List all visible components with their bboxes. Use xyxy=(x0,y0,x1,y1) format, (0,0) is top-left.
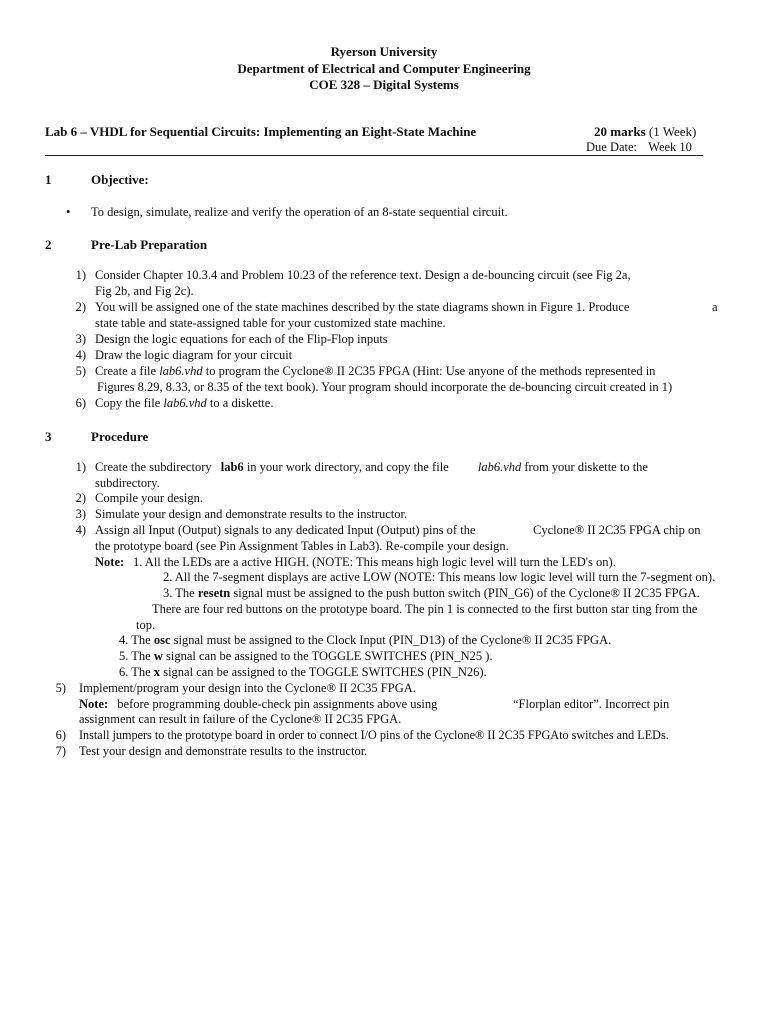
prelab-item-5-text-end: to program the Cyclone® II 2C35 FPGA (Hint: Use anyone of the methods represented in xyxy=(205,364,656,378)
prelab-item-5-cont: Figures 8.29, 8.33, or 8.35 of the text book). Your program should incorporate the de-bouncing circuit created in 1) xyxy=(97,380,673,394)
note-5-text-end: signal can be assigned to the TOGGLE SWITCHES (PIN_N25 ). xyxy=(166,649,493,663)
course-title: COE 328 – Digital Systems xyxy=(309,77,459,92)
note-label: Note: xyxy=(79,697,109,711)
prelab-item-6-text: Copy the file xyxy=(95,396,161,410)
procedure-step-3: Simulate your design and demonstrate results to the instructor. xyxy=(95,507,408,521)
note-label: Note: xyxy=(95,555,125,569)
procedure-step-4: Assign all Input (Output) signals to any dedicated Input (Output) pins of the xyxy=(95,523,476,537)
university-name: Ryerson University xyxy=(330,44,438,59)
procedure-step-5: Implement/program your design into the Cyclone® II 2C35 FPGA. xyxy=(79,681,416,695)
prelab-item-5-text: Create a file xyxy=(95,364,157,378)
lab-marks xyxy=(594,124,696,140)
note-5-text: 5. The xyxy=(119,649,151,663)
prelab-item-3: Design the logic equations for each of the Flip-Flop inputs xyxy=(95,332,388,346)
prelab-item-number: 6) xyxy=(75,396,86,410)
prelab-item-2-end: a xyxy=(712,300,718,314)
note-2: 2. All the 7-segment displays are active LOW (NOTE: This means low logic level will turn the 7-segment on). xyxy=(163,570,716,584)
due-date xyxy=(586,140,692,156)
procedure-step-number: 5) xyxy=(55,681,66,695)
note-4-text: 4. The xyxy=(119,633,151,647)
prelab-item-number: 3) xyxy=(75,332,86,346)
procedure-step-5-cont: assignment can result in failure of the Cyclone® II 2C35 FPGA. xyxy=(79,712,402,726)
prelab-item-1: Consider Chapter 10.3.4 and Problem 10.23 of the reference text. Design a de-bouncing circuit (see Fig 2a, xyxy=(95,268,631,282)
step-1-text: Create the subdirectory xyxy=(95,460,212,474)
section-3-number: 3 xyxy=(45,429,52,444)
procedure-step-4-end: Cyclone® II 2C35 FPGA chip on xyxy=(533,523,701,537)
note-4-text-end: signal must be assigned to the Clock Input (PIN_D13) of the Cyclone® II 2C35 FPGA. xyxy=(173,633,612,647)
due-label: Due Date: xyxy=(586,140,638,154)
procedure-step-5-note-end: “Florplan editor”. Incorrect pin xyxy=(513,697,670,711)
lab-title: Lab 6 – VHDL for Sequential Circuits: Implementing an Eight-State Machine xyxy=(45,124,477,139)
prelab-item-number: 5) xyxy=(75,364,86,378)
prelab-item-number: 2) xyxy=(75,300,86,314)
file-name: lab6.vhd xyxy=(163,396,207,410)
signal-name: x xyxy=(153,665,161,679)
section-3-title: Procedure xyxy=(91,429,149,444)
procedure-step-7: Test your design and demonstrate results to the instructor. xyxy=(79,744,368,758)
file-name: lab6.vhd xyxy=(159,364,203,378)
section-1-title: Objective: xyxy=(91,172,149,187)
procedure-step-number: 3) xyxy=(75,507,86,521)
procedure-step-number: 6) xyxy=(55,728,66,742)
procedure-step-number: 2) xyxy=(75,491,86,505)
procedure-step-number: 4) xyxy=(75,523,86,537)
note-3-cont-2: top. xyxy=(136,618,156,632)
procedure-step-1-cont: subdirectory. xyxy=(95,476,160,490)
directory-name: lab6 xyxy=(220,460,244,474)
prelab-item-6 xyxy=(95,396,273,412)
note-4 xyxy=(119,633,611,649)
step-5-note-text: before programming double-check pin assignments above using xyxy=(117,697,438,711)
due-value: Week 10 xyxy=(648,140,692,154)
step-1-text-mid: in your work directory, and copy the file xyxy=(246,460,449,474)
procedure-step-number: 1) xyxy=(75,460,86,474)
section-1-number: 1 xyxy=(45,172,52,187)
procedure-step-1 xyxy=(95,460,648,476)
note-6 xyxy=(119,665,487,681)
procedure-step-5-note xyxy=(79,697,437,713)
prelab-item-2: You will be assigned one of the state machines described by the state diagrams shown in Figure 1. Produce xyxy=(95,300,630,314)
bullet-icon: • xyxy=(66,205,71,219)
prelab-item-number: 4) xyxy=(75,348,86,362)
prelab-item-6-text-end: to a diskette. xyxy=(209,396,274,410)
title-rule xyxy=(45,155,703,156)
section-2-number: 2 xyxy=(45,237,52,252)
note-5 xyxy=(119,649,493,665)
section-2-title: Pre-Lab Preparation xyxy=(91,237,208,252)
signal-name: w xyxy=(153,649,163,663)
prelab-item-4: Draw the logic diagram for your circuit xyxy=(95,348,293,362)
procedure-step-6: Install jumpers to the prototype board in order to connect I/O pins of the Cyclone® II 2C35 FPGAto switches and LEDs. xyxy=(79,728,669,742)
signal-name: osc xyxy=(153,633,171,647)
prelab-item-2-cont: state table and state-assigned table for your customized state machine. xyxy=(95,316,446,330)
objective-text: To design, simulate, realize and verify the operation of an 8-state sequential circuit. xyxy=(91,205,508,219)
procedure-step-2: Compile your design. xyxy=(95,491,203,505)
note-6-text: 6. The xyxy=(119,665,151,679)
file-name: lab6.vhd xyxy=(477,460,522,474)
prelab-item-1-cont: Fig 2b, and Fig 2c). xyxy=(95,284,194,298)
marks-value: 20 marks xyxy=(594,124,646,139)
procedure-step-number: 7) xyxy=(55,744,66,758)
prelab-item-5 xyxy=(95,364,655,380)
note-3-text-end: signal must be assigned to the push button switch (PIN_G6) of the Cyclone® II 2C35 FPGA. xyxy=(233,586,700,600)
note-3 xyxy=(163,586,700,602)
department-name: Department of Electrical and Computer Engineering xyxy=(237,61,531,76)
note-3-cont: There are four red buttons on the prototype board. The pin 1 is connected to the first button star ting from the xyxy=(152,602,698,616)
note-3-text: 3. The xyxy=(163,586,195,600)
note-1: 1. All the LEDs are a active HIGH. (NOTE: This means high logic level will turn the LED's on). xyxy=(133,555,616,569)
signal-name: resetn xyxy=(197,586,231,600)
procedure-step-4-cont: the prototype board (see Pin Assignment Tables in Lab3). Re-compile your design. xyxy=(95,539,509,553)
step-1-text-end: from your diskette to the xyxy=(524,460,648,474)
prelab-item-number: 1) xyxy=(75,268,86,282)
lab-duration: (1 Week) xyxy=(648,124,697,139)
note-6-text-end: signal can be assigned to the TOGGLE SWITCHES (PIN_N26). xyxy=(163,665,487,679)
